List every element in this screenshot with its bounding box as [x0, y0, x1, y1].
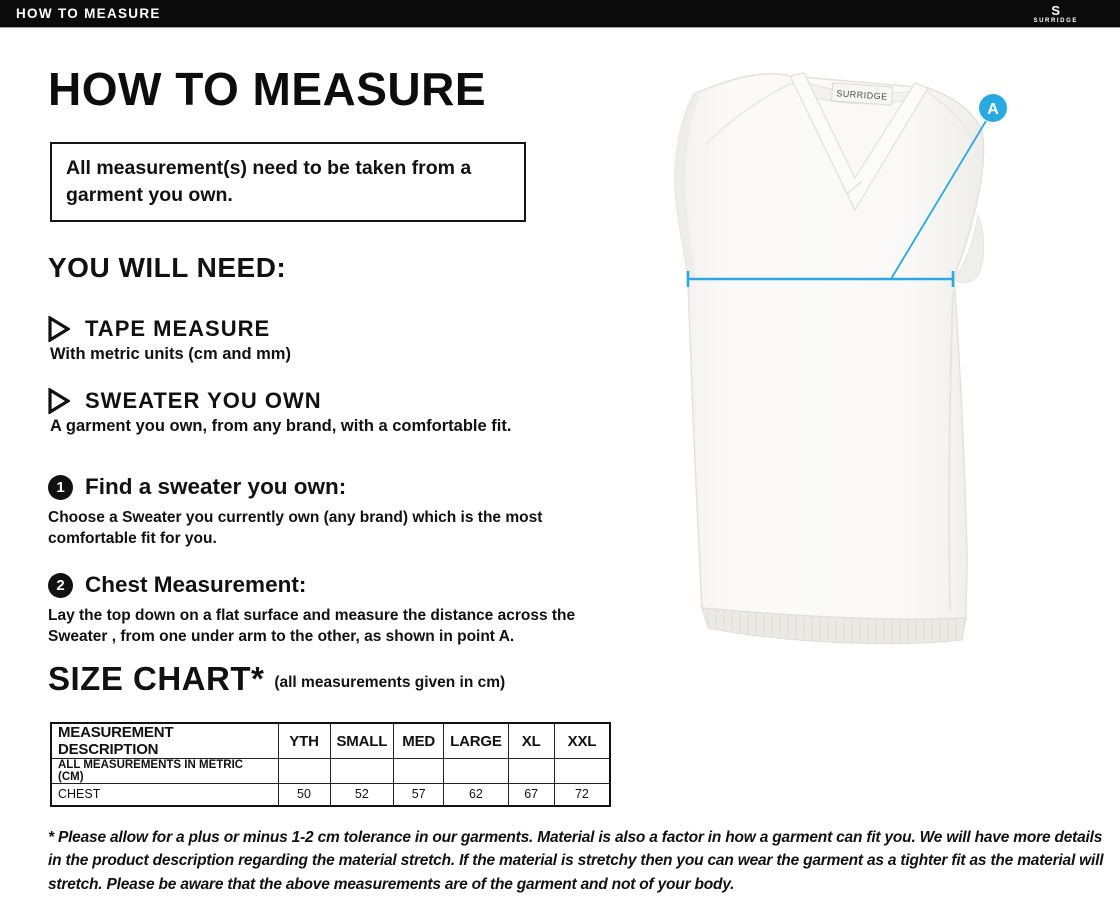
- cell: [330, 759, 394, 784]
- column-header-xl: XL: [508, 723, 554, 759]
- need-item-tape-measure: [48, 316, 291, 364]
- column-header-yth: YTH: [278, 723, 330, 759]
- you-will-need-heading: YOU WILL NEED:: [48, 252, 287, 283]
- garment-figure: [648, 50, 1093, 650]
- need-item-sweater: [48, 388, 511, 436]
- step-description: Lay the top down on a flat surface and measure the distance across the Sweater , from one under arm to the other, as shown in point A.: [48, 607, 576, 645]
- column-header-xxl: XXL: [554, 723, 610, 759]
- step-find-sweater: [48, 474, 593, 549]
- size-chart-table: [50, 722, 611, 807]
- step-number-badge: 2: [48, 573, 73, 598]
- table-row-metric-note: [51, 759, 610, 784]
- row-label: ALL MEASUREMENTS IN METRIC (CM): [51, 759, 278, 784]
- size-chart-subtitle: (all measurements given in cm): [274, 674, 506, 691]
- surridge-logo-icon: S: [1051, 2, 1061, 18]
- collar-label: [832, 83, 893, 105]
- notice-box: All measurement(s) need to be taken from a garment you own.: [50, 142, 526, 222]
- cell-chest-xxl: 72: [554, 784, 610, 806]
- need-item-description: With metric units (cm and mm): [50, 345, 291, 363]
- step-chest-measurement: [48, 572, 616, 647]
- sweater-illustration: [648, 50, 1093, 650]
- size-chart-heading-row: [48, 662, 505, 695]
- row-label: CHEST: [51, 784, 278, 806]
- cell: [444, 759, 509, 784]
- cell-chest-large: 62: [444, 784, 509, 806]
- top-bar-title: HOW TO MEASURE: [16, 6, 161, 21]
- cell-chest-xl: 67: [508, 784, 554, 806]
- top-bar: [0, 0, 1120, 28]
- column-header-med: MED: [394, 723, 444, 759]
- step-title: Find a sweater you own:: [85, 474, 347, 499]
- cell-chest-med: 57: [394, 784, 444, 806]
- cell: [554, 759, 610, 784]
- triangle-bullet-icon: [48, 388, 70, 414]
- cell: [278, 759, 330, 784]
- table-row-chest: [51, 784, 610, 806]
- point-a-label: A: [987, 101, 999, 118]
- size-chart-header-row: [51, 723, 610, 759]
- surridge-logo: [1034, 4, 1078, 24]
- size-chart-title: SIZE CHART*: [48, 660, 265, 697]
- page-title: HOW TO MEASURE: [48, 63, 487, 115]
- cell: [508, 759, 554, 784]
- cell: [394, 759, 444, 784]
- triangle-bullet-icon: [48, 316, 70, 342]
- column-header-measurement-description: MEASUREMENT DESCRIPTION: [51, 723, 278, 759]
- step-number-badge: 1: [48, 475, 73, 500]
- need-item-label: TAPE MEASURE: [85, 316, 271, 341]
- column-header-small: SMALL: [330, 723, 394, 759]
- collar-label-text: SURRIDGE: [835, 88, 889, 102]
- step-description: Choose a Sweater you currently own (any brand) which is the most comfortable fit for you.: [48, 509, 543, 547]
- tolerance-footnote: * Please allow for a plus or minus 1-2 cm tolerance in our garments. Material is also a factor in how a garment can fit you. We will have more details in the product description regarding the material stretch. If the material is stretchy then you can wear the garment as a tighter fit as the material will stretch. Please be aware that the above measurements are of the garment and not of your body.: [48, 828, 1104, 893]
- column-header-large: LARGE: [444, 723, 509, 759]
- cell-chest-yth: 50: [278, 784, 330, 806]
- step-title: Chest Measurement:: [85, 572, 307, 597]
- need-item-description: A garment you own, from any brand, with a comfortable fit.: [50, 417, 512, 435]
- need-item-label: SWEATER YOU OWN: [85, 388, 322, 413]
- cell-chest-small: 52: [330, 784, 394, 806]
- surridge-logo-text: SURRIDGE: [1033, 17, 1078, 24]
